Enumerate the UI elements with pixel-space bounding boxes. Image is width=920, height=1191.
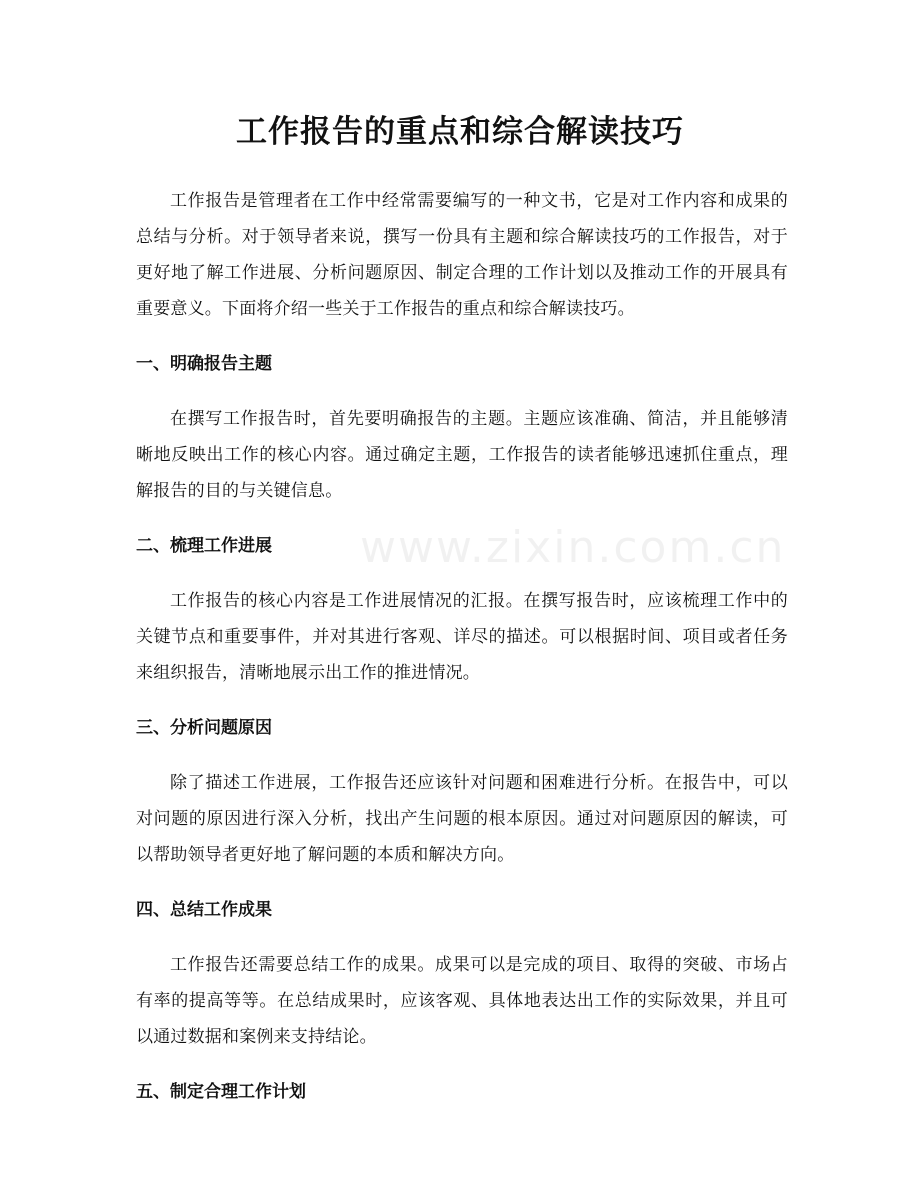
document-body [136, 183, 788, 1110]
intro-paragraph: 工作报告是管理者在工作中经常需要编写的一种文书，它是对工作内容和成果的总结与分析。对于领导者来说，撰写一份具有主题和综合解读技巧的工作报告，对于更好地了解工作进展、分析问题原因、制定合理的工作计划以及推动工作的开展具有重要意义。下面将介绍一些关于工作报告的重点和综合解读技巧。 [136, 191, 788, 319]
section-body-3: 除了描述工作进展，工作报告还应该针对问题和困难进行分析。在报告中，可以对问题的原因进行深入分析，找出产生问题的根本原因。通过对问题原因的解读，可以帮助领导者更好地了解问题的本质和解决方向。 [136, 773, 788, 865]
document-title: 工作报告的重点和综合解读技巧 [236, 114, 684, 150]
section-heading-1: 一、明确报告主题 [136, 354, 272, 374]
section-heading-4: 四、总结工作成果 [136, 900, 272, 920]
section-body-1: 在撰写工作报告时，首先要明确报告的主题。主题应该准确、简洁，并且能够清晰地反映出工作的核心内容。通过确定主题，工作报告的读者能够迅速抓住重点，理解报告的目的与关键信息。 [136, 409, 788, 501]
watermark-text: www.zixin.com.cn [360, 522, 786, 573]
section-heading-5: 五、制定合理工作计划 [136, 1082, 306, 1102]
section-body-4: 工作报告还需要总结工作的成果。成果可以是完成的项目、取得的突破、市场占有率的提高等等。在总结成果时，应该客观、具体地表达出工作的实际效果，并且可以通过数据和案例来支持结论。 [136, 955, 788, 1047]
section-heading-3: 三、分析问题原因 [136, 718, 272, 738]
section-body-2: 工作报告的核心内容是工作进展情况的汇报。在撰写报告时，应该梳理工作中的关键节点和重要事件，并对其进行客观、详尽的描述。可以根据时间、项目或者任务来组织报告，清晰地展示出工作的推进情况。 [136, 591, 788, 683]
section-heading-2: 二、梳理工作进展 [136, 536, 272, 556]
